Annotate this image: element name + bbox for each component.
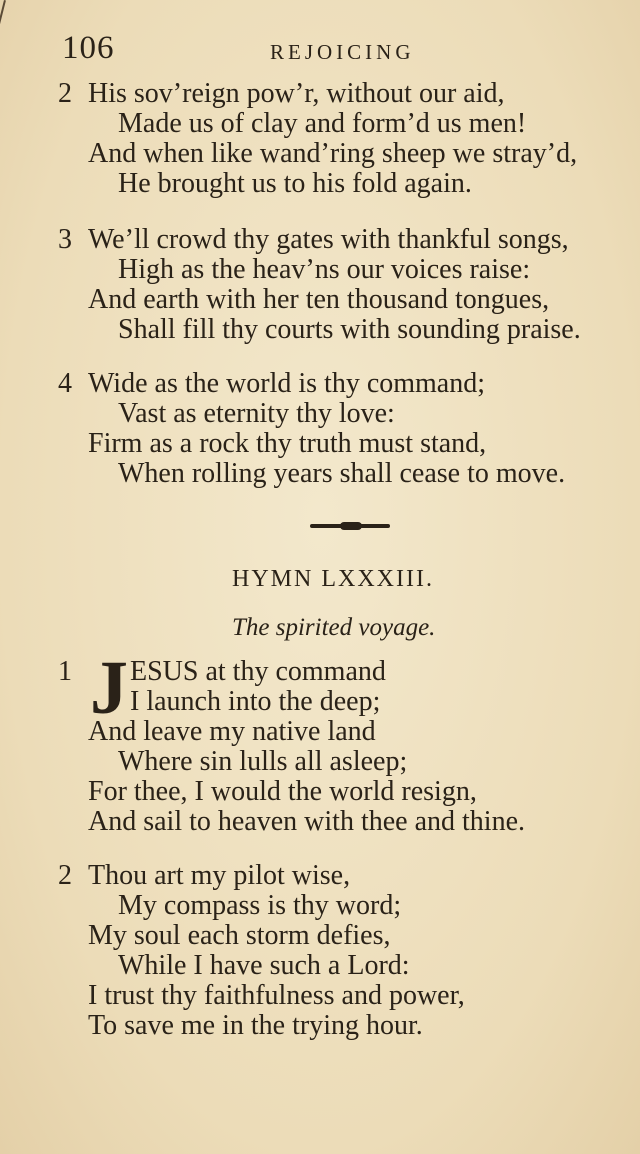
verse-number: 2: [58, 78, 72, 109]
verse-line: And leave my native land: [88, 716, 376, 747]
verse-line: My soul each storm defies,: [88, 920, 391, 951]
verse-line: ESUS at thy command: [130, 656, 386, 687]
verse-line: We’ll crowd thy gates with thankful songs,: [88, 224, 569, 255]
verse-number: 2: [58, 860, 72, 891]
verse-line: When rolling years shall cease to move.: [118, 458, 566, 489]
hymn-subtitle: The spirited voyage.: [232, 614, 436, 641]
verse-line: Vast as eternity thy love:: [118, 398, 395, 429]
verse-line: Made us of clay and form’d us men!: [118, 108, 527, 139]
verse-line: Thou art my pilot wise,: [88, 860, 351, 891]
ornamental-rule: [310, 524, 390, 528]
verse-line: I launch into the deep;: [130, 686, 381, 717]
running-head: REJOICING: [270, 40, 415, 64]
verse-line: While I have such a Lord:: [118, 950, 410, 981]
verse-line: Where sin lulls all asleep;: [118, 746, 408, 777]
verse-line: For thee, I would the world resign,: [88, 776, 477, 807]
verse-line: His sov’reign pow’r, without our aid,: [88, 78, 505, 109]
verse-line: He brought us to his fold again.: [118, 168, 472, 199]
page-header: [0, 30, 640, 70]
verse-line: High as the heav’ns our voices raise:: [118, 254, 531, 285]
verse-line: I trust thy faithfulness and power,: [88, 980, 465, 1011]
verse-line: My compass is thy word;: [118, 890, 402, 921]
verse-number: 1: [58, 656, 72, 687]
verse-line: Firm as a rock thy truth must stand,: [88, 428, 487, 459]
hymn-title: HYMN LXXXIII.: [232, 566, 434, 592]
verse-line: Wide as the world is thy command;: [88, 368, 486, 399]
page-number: 106: [62, 30, 115, 66]
verse-line: Shall fill thy courts with sounding praise.: [118, 314, 581, 345]
drop-cap: J: [90, 646, 128, 730]
verse-line: And earth with her ten thousand tongues,: [88, 284, 550, 315]
verse-number: 4: [58, 368, 72, 399]
verse-number: 3: [58, 224, 72, 255]
verse-line: And sail to heaven with thee and thine.: [88, 806, 525, 837]
verse-line: To save me in the trying hour.: [88, 1010, 423, 1041]
verse-line: And when like wand’ring sheep we stray’d,: [88, 138, 578, 169]
